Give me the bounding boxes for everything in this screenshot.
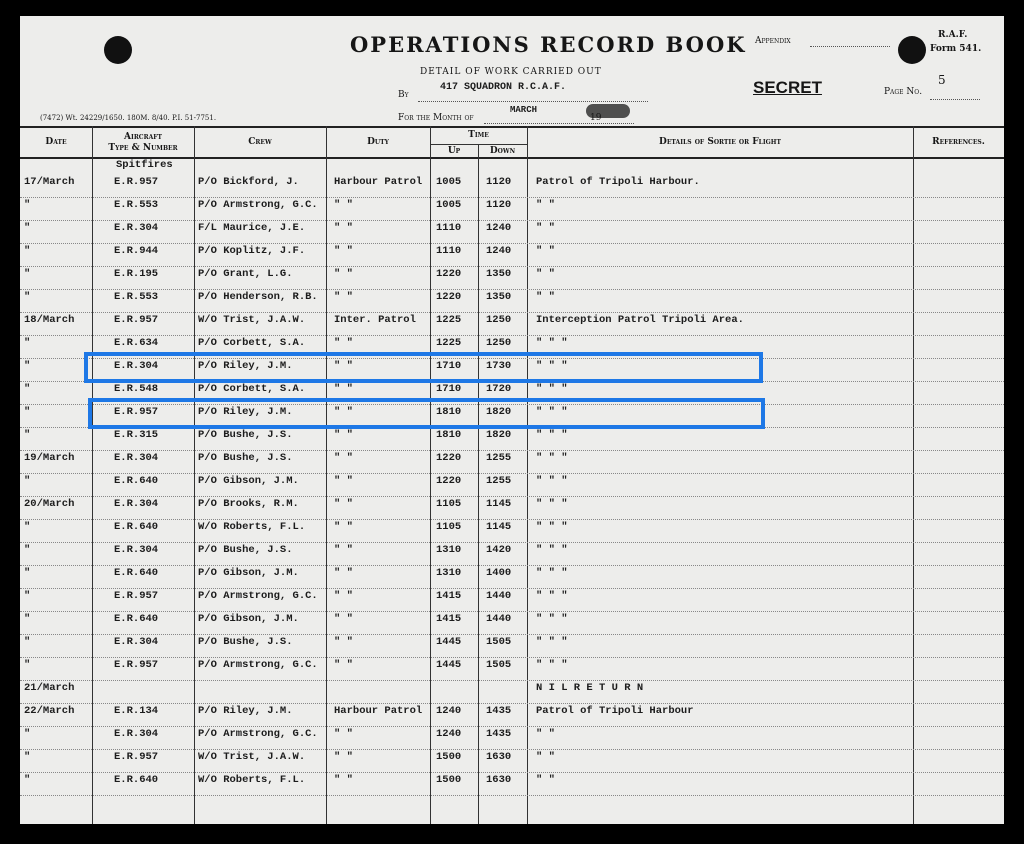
up-time-cell: 1445	[436, 659, 462, 671]
aircraft-cell: E.R.640	[114, 475, 159, 487]
raf-label: R.A.F.	[938, 30, 968, 40]
year-prefix: 19	[590, 113, 602, 123]
down-time-cell: 1400	[486, 567, 512, 579]
date-cell: "	[24, 291, 31, 303]
up-time-cell: 1710	[436, 383, 462, 395]
aircraft-cell: E.R.304	[114, 452, 159, 464]
up-time-cell: 1220	[436, 452, 462, 464]
duty-cell: " "	[334, 222, 353, 234]
aircraft-cell: E.R.195	[114, 268, 159, 280]
crew-cell: P/O Armstrong, G.C.	[198, 728, 318, 740]
aircraft-cell: E.R.634	[114, 337, 159, 349]
up-time-cell: 1105	[436, 498, 462, 510]
date-cell: "	[24, 360, 31, 372]
date-cell: "	[24, 245, 31, 257]
date-cell: 21/March	[24, 682, 75, 694]
details-cell: Patrol of Tripoli Harbour.	[536, 176, 700, 188]
date-cell: "	[24, 751, 31, 763]
crew-cell: W/O Roberts, F.L.	[198, 774, 306, 786]
crew-cell: P/O Armstrong, G.C.	[198, 590, 318, 602]
duty-cell: " "	[334, 452, 353, 464]
duty-cell: " "	[334, 659, 353, 671]
aircraft-cell: E.R.304	[114, 728, 159, 740]
aircraft-cell: E.R.957	[114, 314, 159, 326]
date-cell: "	[24, 268, 31, 280]
date-cell: "	[24, 544, 31, 556]
crew-cell: P/O Koplitz, J.F.	[198, 245, 306, 257]
date-cell: "	[24, 199, 31, 211]
details-cell: " " "	[536, 429, 568, 441]
crew-cell: P/O Corbett, S.A.	[198, 383, 306, 395]
up-time-cell: 1105	[436, 521, 462, 533]
up-time-cell: 1220	[436, 268, 462, 280]
up-time-cell: 1810	[436, 429, 462, 441]
crew-cell: P/O Armstrong, G.C.	[198, 199, 318, 211]
details-cell: " " "	[536, 406, 568, 418]
down-time-cell: 1720	[486, 383, 512, 395]
up-time-cell: 1500	[436, 774, 462, 786]
aircraft-cell: E.R.957	[114, 176, 159, 188]
header-down: Down	[489, 146, 516, 156]
details-cell: " "	[536, 222, 555, 234]
aircraft-type: Spitfires	[116, 159, 173, 171]
header-references: References.	[932, 137, 985, 147]
print-code: (7472) Wt. 24229/1650. 180M. 8/40. P.I. 51-7751.	[40, 114, 217, 122]
crew-cell: P/O Corbett, S.A.	[198, 337, 306, 349]
form-label: Form 541.	[930, 44, 982, 54]
date-cell: "	[24, 383, 31, 395]
aircraft-cell: E.R.944	[114, 245, 159, 257]
unit-name: 417 SQUADRON R.C.A.F.	[440, 82, 567, 93]
date-cell: "	[24, 590, 31, 602]
down-time-cell: 1630	[486, 774, 512, 786]
details-cell: " "	[536, 728, 555, 740]
up-time-cell: 1310	[436, 544, 462, 556]
aircraft-cell: E.R.304	[114, 636, 159, 648]
aircraft-cell: E.R.553	[114, 291, 159, 303]
up-time-cell: 1240	[436, 705, 462, 717]
aircraft-cell: E.R.315	[114, 429, 159, 441]
duty-cell: " "	[334, 268, 353, 280]
down-time-cell: 1435	[486, 705, 512, 717]
details-cell: " " "	[536, 383, 568, 395]
details-cell: " "	[536, 245, 555, 257]
crew-cell: P/O Bickford, J.	[198, 176, 299, 188]
up-time-cell: 1225	[436, 314, 462, 326]
up-time-cell: 1500	[436, 751, 462, 763]
aircraft-cell: E.R.304	[114, 544, 159, 556]
duty-cell: Inter. Patrol	[334, 314, 416, 326]
duty-cell: " "	[334, 383, 353, 395]
down-time-cell: 1420	[486, 544, 512, 556]
up-time-cell: 1415	[436, 590, 462, 602]
aircraft-cell: E.R.304	[114, 498, 159, 510]
aircraft-cell: E.R.957	[114, 590, 159, 602]
details-cell: " " "	[536, 521, 568, 533]
duty-cell: " "	[334, 567, 353, 579]
date-cell: "	[24, 521, 31, 533]
down-time-cell: 1240	[486, 222, 512, 234]
date-cell: "	[24, 613, 31, 625]
up-time-cell: 1225	[436, 337, 462, 349]
down-time-cell: 1440	[486, 613, 512, 625]
date-cell: "	[24, 429, 31, 441]
details-cell: " "	[536, 751, 555, 763]
details-cell: " " "	[536, 452, 568, 464]
aircraft-cell: E.R.957	[114, 406, 159, 418]
crew-cell: F/L Maurice, J.E.	[198, 222, 306, 234]
down-time-cell: 1435	[486, 728, 512, 740]
details-cell: " " "	[536, 590, 568, 602]
crew-cell: P/O Armstrong, G.C.	[198, 659, 318, 671]
up-time-cell: 1220	[436, 475, 462, 487]
crew-cell: P/O Bushe, J.S.	[198, 429, 293, 441]
up-time-cell: 1310	[436, 567, 462, 579]
duty-cell: " "	[334, 337, 353, 349]
up-time-cell: 1005	[436, 199, 462, 211]
date-cell: 17/March	[24, 176, 75, 188]
up-time-cell: 1810	[436, 406, 462, 418]
duty-cell: " "	[334, 751, 353, 763]
month-value: MARCH	[510, 105, 538, 115]
crew-cell: P/O Riley, J.M.	[198, 705, 293, 717]
duty-cell: " "	[334, 429, 353, 441]
details-cell: " "	[536, 199, 555, 211]
highlight-box	[84, 352, 763, 383]
details-cell: Patrol of Tripoli Harbour	[536, 705, 694, 717]
date-cell: "	[24, 337, 31, 349]
duty-cell: " "	[334, 245, 353, 257]
aircraft-cell: E.R.304	[114, 360, 159, 372]
crew-cell: P/O Henderson, R.B.	[198, 291, 318, 303]
details-cell: " " "	[536, 360, 568, 372]
duty-cell: " "	[334, 291, 353, 303]
duty-cell: " "	[334, 590, 353, 602]
details-cell: " " "	[536, 636, 568, 648]
down-time-cell: 1820	[486, 429, 512, 441]
duty-cell: Harbour Patrol	[334, 176, 423, 188]
details-cell: " " "	[536, 544, 568, 556]
details-cell: " " "	[536, 567, 568, 579]
page-number: 5	[938, 73, 946, 87]
aircraft-cell: E.R.134	[114, 705, 159, 717]
details-cell: " " "	[536, 475, 568, 487]
header-aircraft: Aircraft Type & Number	[108, 132, 178, 153]
up-time-cell: 1240	[436, 728, 462, 740]
down-time-cell: 1730	[486, 360, 512, 372]
date-cell: "	[24, 475, 31, 487]
aircraft-cell: E.R.640	[114, 613, 159, 625]
crew-cell: W/O Trist, J.A.W.	[198, 751, 306, 763]
duty-cell: " "	[334, 636, 353, 648]
duty-cell: " "	[334, 406, 353, 418]
aircraft-cell: E.R.548	[114, 383, 159, 395]
crew-cell: P/O Bushe, J.S.	[198, 544, 293, 556]
date-cell: "	[24, 406, 31, 418]
date-cell: "	[24, 636, 31, 648]
down-time-cell: 1350	[486, 291, 512, 303]
down-time-cell: 1250	[486, 314, 512, 326]
highlight-box	[88, 398, 765, 429]
crew-cell: P/O Brooks, R.M.	[198, 498, 299, 510]
date-cell: 20/March	[24, 498, 75, 510]
duty-cell: " "	[334, 613, 353, 625]
crew-cell: P/O Bushe, J.S.	[198, 452, 293, 464]
details-cell: N I L R E T U R N	[536, 682, 644, 694]
down-time-cell: 1145	[486, 498, 512, 510]
by-label: By	[398, 90, 409, 100]
down-time-cell: 1255	[486, 452, 512, 464]
duty-cell: " "	[334, 360, 353, 372]
aircraft-cell: E.R.553	[114, 199, 159, 211]
aircraft-cell: E.R.640	[114, 521, 159, 533]
duty-cell: Harbour Patrol	[334, 705, 423, 717]
crew-cell: W/O Roberts, F.L.	[198, 521, 306, 533]
duty-cell: " "	[334, 544, 353, 556]
down-time-cell: 1440	[486, 590, 512, 602]
down-time-cell: 1820	[486, 406, 512, 418]
header-up: Up	[447, 146, 461, 156]
crew-cell: P/O Riley, J.M.	[198, 360, 293, 372]
crew-cell: P/O Riley, J.M.	[198, 406, 293, 418]
down-time-cell: 1630	[486, 751, 512, 763]
up-time-cell: 1710	[436, 360, 462, 372]
date-cell: 18/March	[24, 314, 75, 326]
duty-cell: " "	[334, 728, 353, 740]
down-time-cell: 1250	[486, 337, 512, 349]
header-duty: Duty	[367, 137, 389, 147]
up-time-cell: 1220	[436, 291, 462, 303]
down-time-cell: 1505	[486, 636, 512, 648]
aircraft-cell: E.R.957	[114, 659, 159, 671]
details-cell: " "	[536, 774, 555, 786]
crew-cell: P/O Gibson, J.M.	[198, 475, 299, 487]
duty-cell: " "	[334, 498, 353, 510]
duty-cell: " "	[334, 521, 353, 533]
date-cell: "	[24, 659, 31, 671]
details-cell: Interception Patrol Tripoli Area.	[536, 314, 744, 326]
page-title: OPERATIONS RECORD BOOK	[350, 32, 747, 57]
up-time-cell: 1110	[436, 245, 462, 257]
details-cell: " " "	[536, 659, 568, 671]
crew-cell: P/O Grant, L.G.	[198, 268, 293, 280]
crew-cell: P/O Gibson, J.M.	[198, 613, 299, 625]
aircraft-cell: E.R.640	[114, 567, 159, 579]
aircraft-cell: E.R.640	[114, 774, 159, 786]
down-time-cell: 1145	[486, 521, 512, 533]
date-cell: "	[24, 567, 31, 579]
up-time-cell: 1005	[436, 176, 462, 188]
down-time-cell: 1350	[486, 268, 512, 280]
subtitle: DETAIL OF WORK CARRIED OUT	[420, 67, 602, 77]
header-time: Time	[468, 130, 489, 140]
details-cell: " " "	[536, 337, 568, 349]
date-cell: "	[24, 222, 31, 234]
details-cell: " "	[536, 291, 555, 303]
details-cell: " " "	[536, 613, 568, 625]
date-cell: 19/March	[24, 452, 75, 464]
header-details: Details of Sortie or Flight	[659, 137, 781, 147]
duty-cell: " "	[334, 199, 353, 211]
date-cell: "	[24, 728, 31, 740]
up-time-cell: 1445	[436, 636, 462, 648]
down-time-cell: 1240	[486, 245, 512, 257]
page-label: Page No.	[884, 87, 923, 97]
secret-stamp: SECRET	[753, 78, 822, 97]
header-date: Date	[45, 137, 67, 147]
duty-cell: " "	[334, 475, 353, 487]
crew-cell: P/O Bushe, J.S.	[198, 636, 293, 648]
down-time-cell: 1120	[486, 199, 512, 211]
date-cell: "	[24, 774, 31, 786]
appendix-label: Appendix	[755, 36, 791, 46]
up-time-cell: 1110	[436, 222, 462, 234]
record-sheet	[20, 16, 1004, 824]
aircraft-cell: E.R.957	[114, 751, 159, 763]
binder-hole-left	[104, 36, 132, 64]
crew-cell: W/O Trist, J.A.W.	[198, 314, 306, 326]
date-cell: 22/March	[24, 705, 75, 717]
duty-cell: " "	[334, 774, 353, 786]
details-cell: " " "	[536, 498, 568, 510]
up-time-cell: 1415	[436, 613, 462, 625]
down-time-cell: 1505	[486, 659, 512, 671]
down-time-cell: 1255	[486, 475, 512, 487]
header-crew: Crew	[248, 137, 272, 147]
month-label: For the Month of	[398, 113, 474, 123]
binder-hole-right	[898, 36, 926, 64]
details-cell: " "	[536, 268, 555, 280]
aircraft-cell: E.R.304	[114, 222, 159, 234]
crew-cell: P/O Gibson, J.M.	[198, 567, 299, 579]
down-time-cell: 1120	[486, 176, 512, 188]
